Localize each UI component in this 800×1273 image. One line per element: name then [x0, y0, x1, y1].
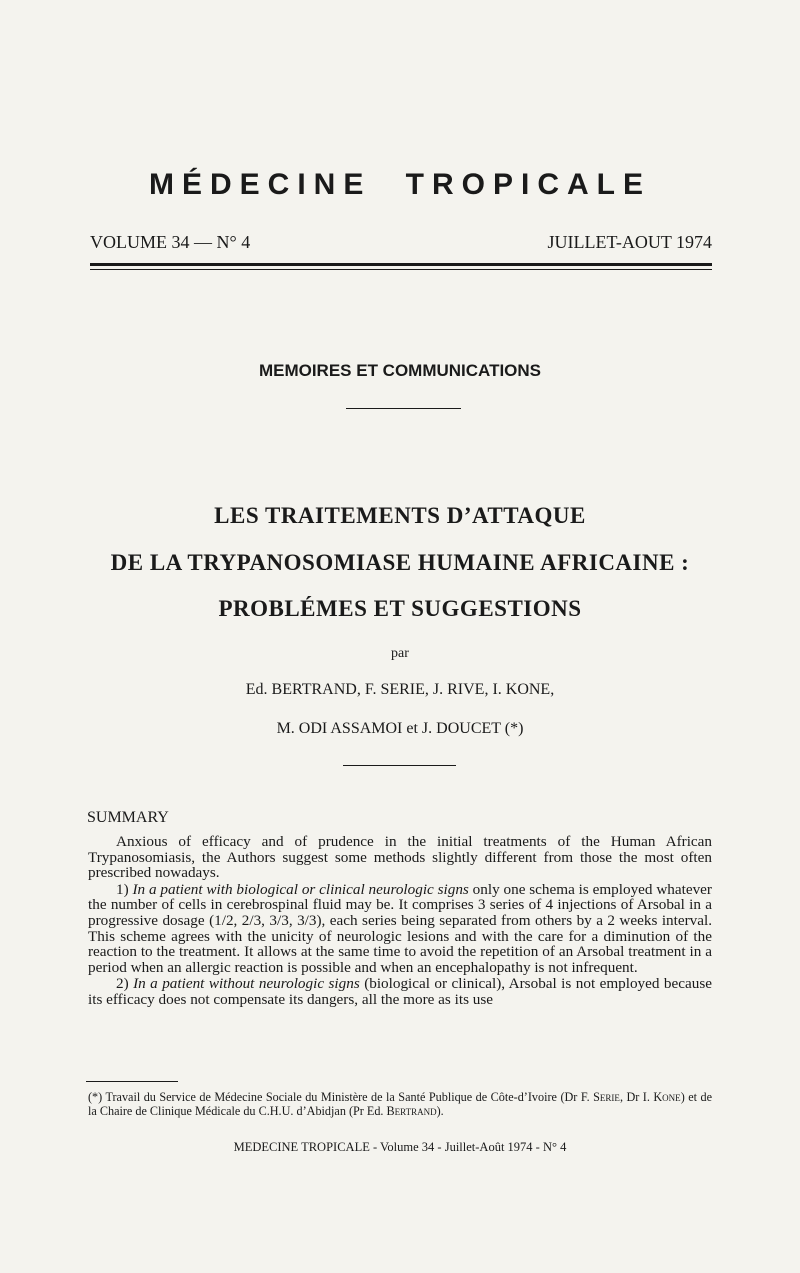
article-title-line-3: PROBLÉMES ET SUGGESTIONS: [218, 596, 582, 621]
issue-date: JUILLET-AOUT 1974: [547, 232, 712, 252]
header-rule-thin: [90, 269, 712, 270]
summary-heading: SUMMARY: [87, 809, 169, 826]
article-title-line-2: DE LA TRYPANOSOMIASE HUMAINE AFRICAINE :: [110, 550, 690, 575]
authors-divider: [343, 765, 456, 766]
header-rule-thick: [90, 263, 712, 266]
article-title-line-1: LES TRAITEMENTS D’ATTAQUE: [214, 503, 586, 528]
summary-paragraph-3: 2) In a patient without neurologic signs (biological or clinical), Arsobal is not employed because its efficacy does not compensate its dangers, all the more as its use: [88, 975, 712, 1008]
summary-paragraph-1: Anxious of efficacy and of prudence in the initial treatments of the Human African Trypanosomiasis, the Authors suggest some methods slightly different from those the most often prescribed nowadays.: [88, 833, 712, 882]
page-footer: MEDECINE TROPICALE - Volume 34 - Juillet-Août 1974 - N° 4: [233, 1140, 567, 1154]
summary-paragraph-2: 1) In a patient with biological or clinical neurologic signs only one schema is employed whatever the number of cells in cerebrospinal fluid may be. It comprises 3 series of 4 injections of Arsobal in a progressive dosage (1/2, 2/3, 3/3, 3/3), each series being separated from others by a 2 weeks interval. This scheme agrees with the unicity of neurologic lesions and with the care for a diminution of the reaction to the treatment. It allows at the same time to avoid the repetition of an Arsobal treatment in a period when an allergic reaction is possible and when an encephalopathy is not infrequent.: [88, 880, 712, 976]
footnote: (*) Travail du Service de Médecine Sociale du Ministère de la Santé Publique de Côte-d’Ivoire (Dr F. Serie, Dr I. Kone) et de la Chaire de Clinique Médicale du C.H.U. d’Abidjan (Pr Ed. Bertrand).: [88, 1090, 712, 1118]
authors-line-1: Ed. BERTRAND, F. SERIE, J. RIVE, I. KONE,: [245, 681, 555, 698]
journal-title: MÉDECINE TROPICALE: [148, 168, 652, 201]
section-divider: [346, 408, 461, 409]
volume-number: VOLUME 34 — N° 4: [90, 232, 251, 252]
footnote-rule: [86, 1081, 178, 1082]
by-label: par: [391, 646, 409, 661]
issue-info-row: [90, 232, 712, 253]
section-title: MEMOIRES ET COMMUNICATIONS: [258, 361, 542, 380]
authors-line-2: M. ODI ASSAMOI et J. DOUCET (*): [276, 720, 524, 737]
summary-body: [88, 834, 712, 1009]
